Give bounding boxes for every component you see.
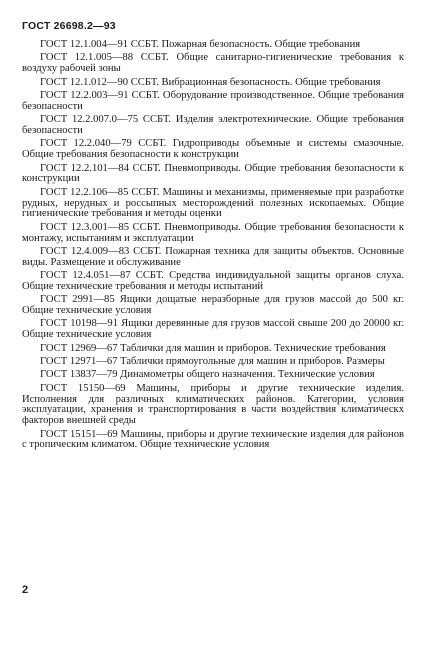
reference-entry: ГОСТ 12.2.007.0—75 ССБТ. Изделия электротехнические. Общие требования безопасности bbox=[22, 114, 404, 136]
reference-entry: ГОСТ 13837—79 Динамометры общего назначения. Технические условия bbox=[40, 369, 375, 381]
page-number: 2 bbox=[22, 584, 29, 596]
reference-entry: ГОСТ 2991—85 Ящики дощатые неразборные для грузов массой до 500 кг. Общие технические условия bbox=[22, 294, 404, 317]
reference-entry: ГОСТ 12.4.051—87 ССБТ. Средства индивидуальной защиты органов слуха. Общие технические требования и методы испытаний bbox=[22, 270, 404, 292]
reference-entry: ГОСТ 12.2.003—91 ССБТ. Оборудование производственное. Общие требования безопасности bbox=[22, 89, 404, 112]
reference-entry: ГОСТ 12.1.004—91 ССБТ. Пожарная безопасность. Общие требования bbox=[40, 39, 361, 50]
reference-entry: ГОСТ 12.2.106—85 ССБТ. Машины и механизмы, применяемые при разработке рудных, нерудных и россыпных месторождений полезных ископаемых. Общие гигиенические требования и методы оценки bbox=[22, 186, 404, 220]
reference-entry: ГОСТ 10198—91 Ящики деревянные для грузов массой свыше 200 до 20000 кг. Общие технические условия bbox=[22, 318, 404, 341]
reference-entry: ГОСТ 12.2.040—79 ССБТ. Гидроприводы объемные и системы смазочные. Общие требования безопасности к конструкции bbox=[22, 138, 404, 161]
reference-entry: ГОСТ 12971—67 Таблички прямоугольные для машин и приборов. Размеры bbox=[40, 356, 385, 368]
reference-entry: ГОСТ 12.3.001—85 ССБТ. Пневмоприводы. Общие требования безопасности к монтажу, испытаниям и эксплуатации bbox=[22, 221, 404, 244]
reference-entry: ГОСТ 15151—69 Машины, приборы и другие технические изделия для районов с тропическим климатом. Общие технические условия bbox=[22, 428, 404, 451]
reference-entry: ГОСТ 12969—67 Таблички для машин и приборов. Технические требования bbox=[40, 342, 386, 354]
reference-entry: ГОСТ 12.1.012—90 ССБТ. Вибрационная безопасность. Общие требования bbox=[40, 76, 381, 88]
reference-entry: ГОСТ 12.2.101—84 ССБТ. Пневмоприводы. Общие требования безопасности к конструкции bbox=[22, 162, 404, 185]
reference-entry: ГОСТ 15150—69 Машины, приборы и другие технические изделия. Исполнения для различных климатических районов. Категории, условия эксплуатации, хранения и транспортирования в части воздействия климатическх факторов внешней среды bbox=[22, 382, 404, 427]
reference-entry: ГОСТ 12.1.005—88 ССБТ. Общие санитарно-гигиенические требования к воздуху рабочей зоны bbox=[22, 52, 404, 75]
references-list bbox=[22, 40, 404, 454]
reference-entry: ГОСТ 12.4.009—83 ССБТ. Пожарная техника для защиты объектов. Основные виды. Размещение и обслуживание bbox=[22, 245, 404, 268]
page-header: ГОСТ 26698.2—93 bbox=[22, 20, 116, 32]
